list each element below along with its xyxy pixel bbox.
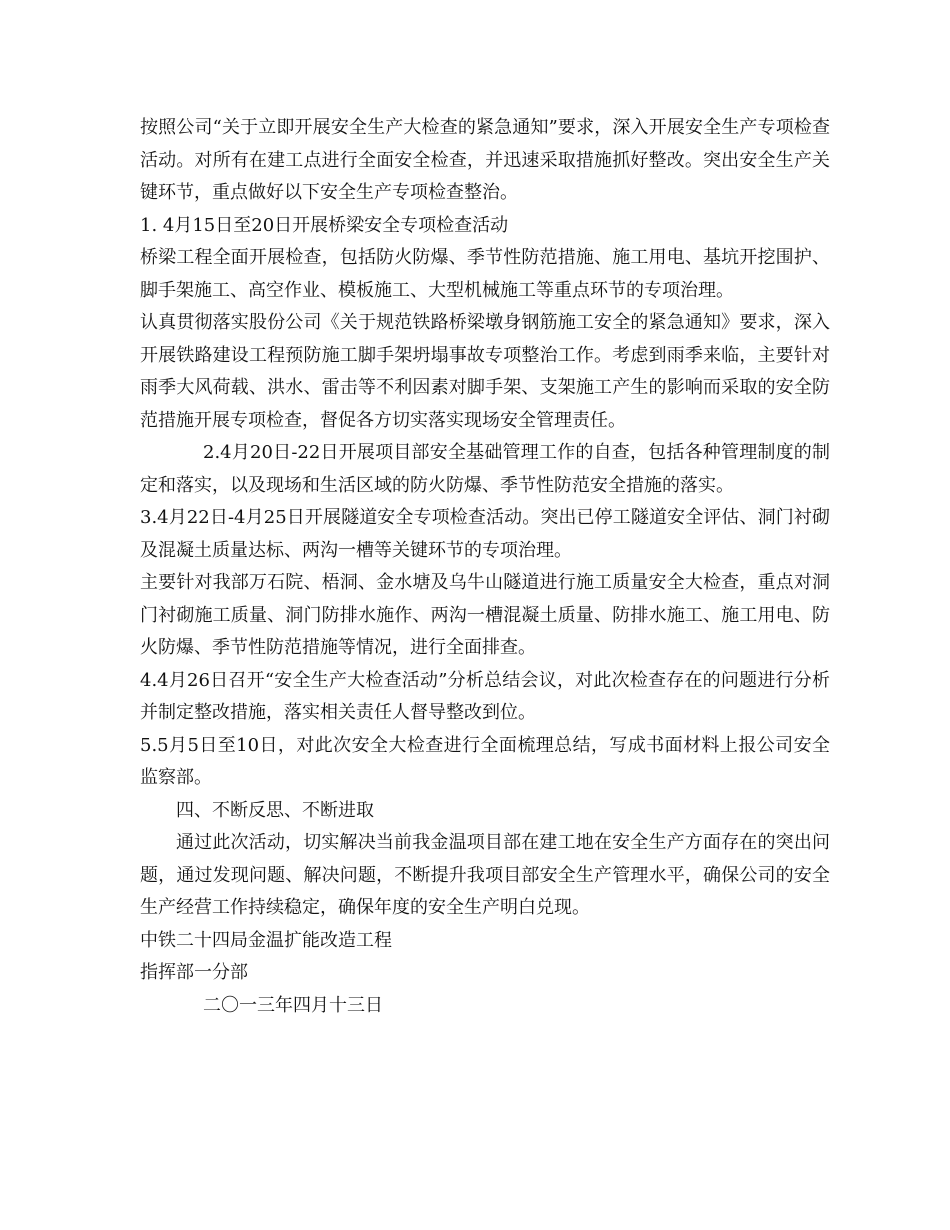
signature-org-line1: 中铁二十四局金温扩能改造工程: [140, 929, 392, 951]
item-1-heading: 1. 4月15日至20日开展桥梁安全专项检查活动: [140, 214, 509, 236]
signature-org-line2: 指挥部一分部: [140, 962, 248, 983]
signature-date: 二〇一三年四月十三日: [203, 994, 383, 1016]
scaffold-rectification-paragraph: 认真贯彻落实股份公司《关于规范铁路桥梁墩身钢筋施工安全的紧急通知》要求，深入开展铁路建设工程预防施工脚手架坍塌事故专项整治工作。考虑到雨季来临，主要针对雨季大风荷载、洪水、雷击等不利因素对脚手架、支架施工产生的影响而采取的安全防范措施开展专项检查，督促各方切实落实现场安全管理责任。: [140, 312, 830, 431]
conclusion-paragraph: 通过此次活动，切实解决当前我金温项目部在建工地在安全生产方面存在的突出问题，通过发现问题、解决问题，不断提升我项目部安全生产管理水平，确保公司的安全生产经营工作持续稳定，确保年度的安全生产明白兑现。: [140, 832, 830, 918]
item-2-paragraph: 2.4月20日-22日开展项目部安全基础管理工作的自查，包括各种管理制度的制定和落实，以及现场和生活区域的防火防爆、季节性防范安全措施的落实。: [140, 442, 830, 496]
section-4-heading: 四、不断反思、不断进取: [176, 799, 374, 821]
item-4-paragraph: 4.4月26日召开“安全生产大检查活动”分析总结会议，对此次检查存在的问题进行分析并制定整改措施，落实相关责任人督导整改到位。: [140, 669, 830, 723]
bridge-inspection-paragraph: 桥梁工程全面开展检查，包括防火防爆、季节性防范措施、施工用电、基坑开挖围护、脚手架施工、高空作业、模板施工、大型机械施工等重点环节的专项治理。: [140, 247, 830, 301]
tunnel-inspection-paragraph: 主要针对我部万石院、梧洞、金水塘及乌牛山隧道进行施工质量安全大检查，重点对洞门衬砌施工质量、洞门防排水施作、两沟一槽混凝土质量、防排水施工、施工用电、防火防爆、季节性防范措施等情况，进行全面排查。: [140, 572, 830, 658]
document-body: [140, 112, 830, 1022]
item-5-paragraph: 5.5月5日至10日，对此次安全大检查进行全面梳理总结，写成书面材料上报公司安全监察部。: [140, 734, 830, 788]
item-3-paragraph: 3.4月22日-4月25日开展隧道安全专项检查活动。突出已停工隧道安全评估、洞门衬砌及混凝土质量达标、两沟一槽等关键环节的专项治理。: [140, 507, 830, 561]
intro-paragraph: 按照公司“关于立即开展安全生产大检查的紧急通知”要求，深入开展安全生产专项检查活动。对所有在建工点进行全面安全检查，并迅速采取措施抓好整改。突出安全生产关键环节，重点做好以下安全生产专项检查整治。: [140, 117, 830, 203]
